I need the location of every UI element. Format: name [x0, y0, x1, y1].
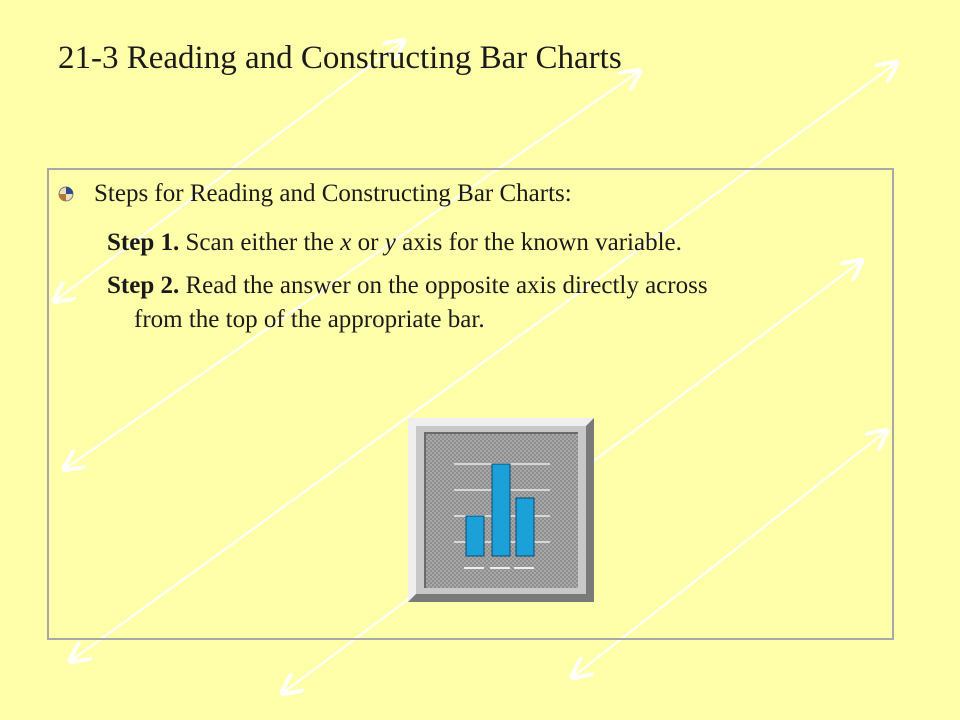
step-1-text-after: axis for the known variable. — [395, 229, 682, 256]
step-2-label: Step 2. — [107, 272, 180, 299]
step-2-line-2: from the top of the appropriate bar. — [134, 306, 485, 333]
bullet-icon — [58, 186, 74, 202]
step-1-label: Step 1. — [107, 229, 180, 256]
step-1 — [107, 226, 682, 260]
step-2-line-1: Read the answer on the opposite axis directly across — [185, 272, 708, 299]
slide-title: 21-3 Reading and Constructing Bar Charts — [58, 40, 622, 76]
bullet-text: Steps for Reading and Constructing Bar Charts: — [94, 180, 572, 207]
bar-chart-icon — [408, 418, 594, 602]
step-1-text-before: Scan either the — [185, 229, 341, 256]
step-1-or-text: or — [351, 229, 385, 256]
step-2 — [107, 269, 897, 337]
step-1-y-variable: y — [384, 229, 396, 256]
step-1-x-variable: x — [340, 229, 352, 256]
